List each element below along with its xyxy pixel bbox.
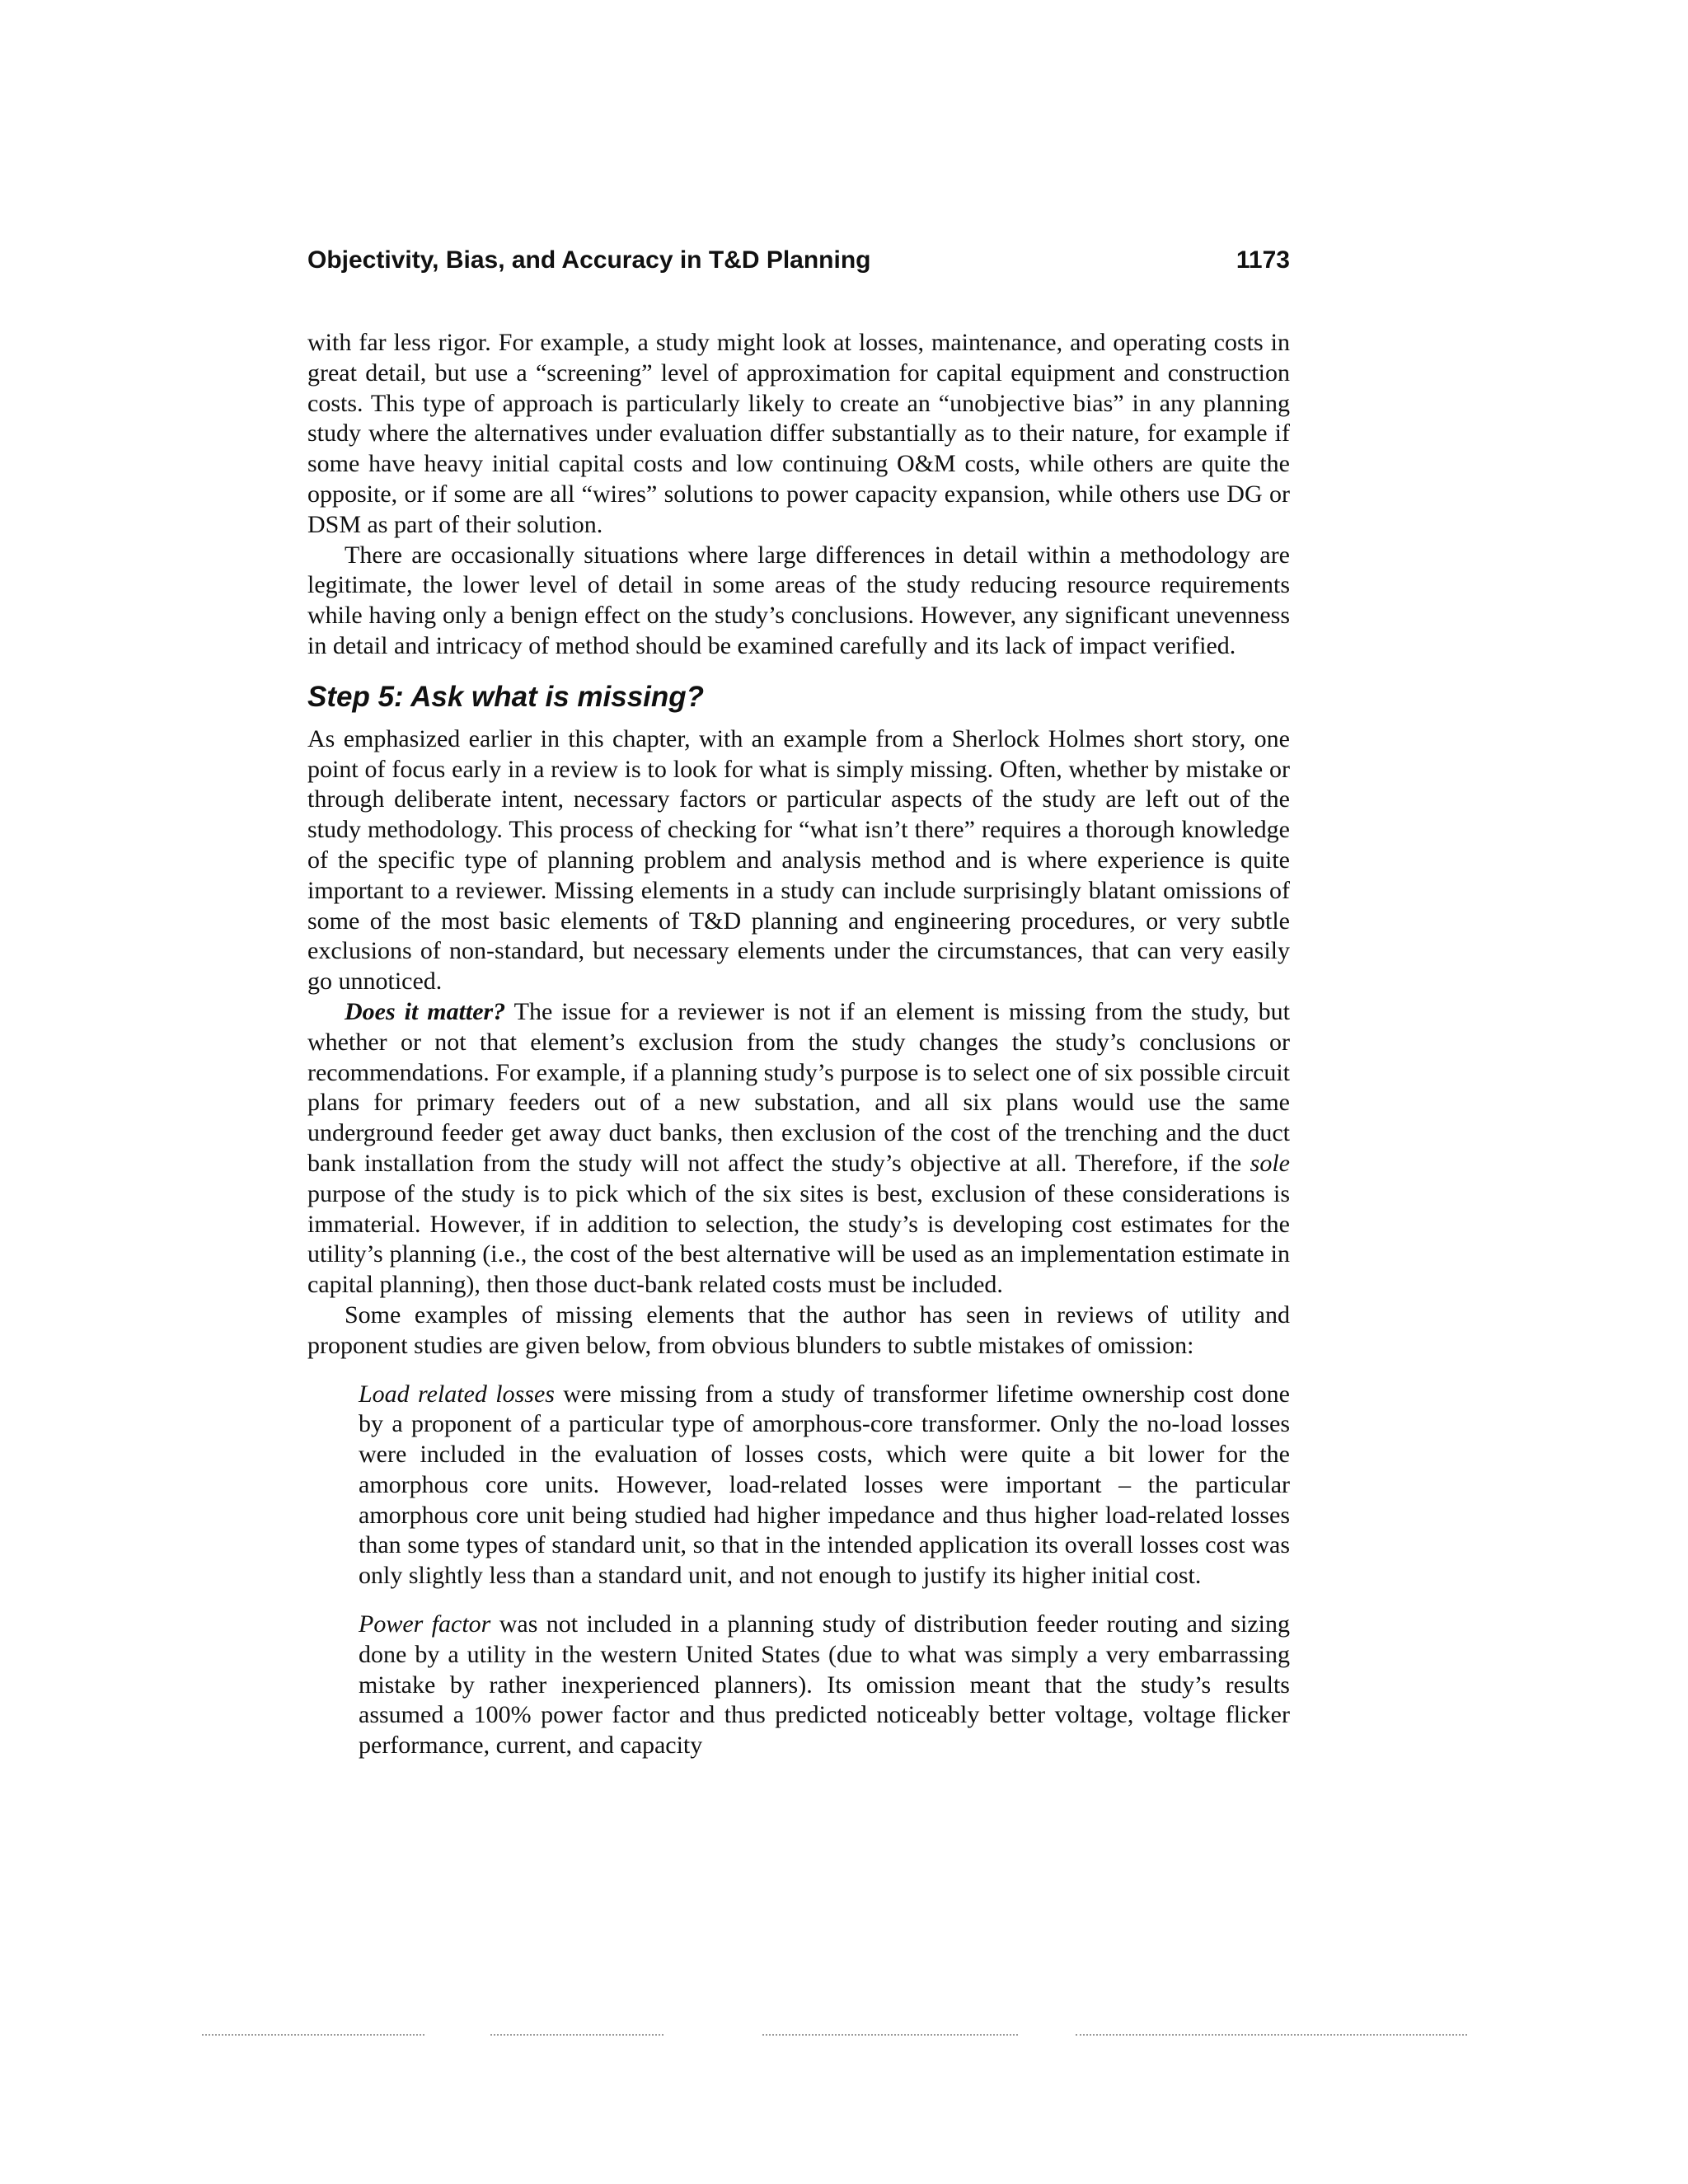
running-head xyxy=(307,246,1290,275)
scan-artifact-line xyxy=(1076,2034,1467,2036)
list-item xyxy=(359,1380,1290,1592)
example-term: Load related losses xyxy=(359,1380,555,1408)
paragraph-step5-intro: As emphasized earlier in this chapter, with an example from a Sherlock Holmes short story, one point of focus early in a review is to look for what is simply missing. Often, whether by mistake or through deliberate intent, necessary factors or particular aspects of the study are left out of the study methodology. This process of checking for “what isn’t there” requires a thorough knowledge of the specific type of planning problem and analysis method and is where experience is quite important to a reviewer. Missing elements in a study can include surprisingly blatant omissions of some of the most basic elements of T&D planning and engineering procedures, or very subtle exclusions of non-standard, but necessary elements under the circumstances, that can very easily go unnoticed. xyxy=(307,724,1290,996)
section-heading-step-5: Step 5: Ask what is missing? xyxy=(307,680,705,713)
paragraph-text-part-2: purpose of the study is to pick which of the six sites is best, exclusion of these considerations is immaterial. However, if in addition to selection, the study’s is developing cost estimates for the utility’s planning (i.e., the cost of the best alternative will be used as an implementation estimate in capital planning), then those duct-bank related costs must be included. xyxy=(307,1179,1290,1299)
example-term: Power factor xyxy=(359,1610,491,1638)
paragraph-examples-intro: Some examples of missing elements that the author has seen in reviews of utility and proponent studies are given below, from obvious blunders to subtle mistakes of omission: xyxy=(307,1301,1290,1359)
scan-artifact-line xyxy=(490,2034,663,2036)
page-number: 1173 xyxy=(1236,246,1290,274)
paragraph-does-it-matter xyxy=(307,997,1290,1301)
paragraph-text-part-1: The issue for a reviewer is not if an element is missing from the study, but whether or not that element’s exclusion from the study changes the study’s conclusions or recommendations. For example, if a planning study’s purpose is to select one of six possible circuit plans for primary feeders out of a new substation, and all six plans would use the same underground feeder get away duct banks, then exclusion of the cost of the trenching and the duct bank installation from the study will not affect the study’s objective at all. Therefore, if the xyxy=(307,997,1290,1177)
examples-list xyxy=(307,1380,1290,1762)
paragraph-detail: There are occasionally situations where large differences in detail within a methodology are legitimate, the lower level of detail in some areas of the study reducing resource requirements while having only a benign effect on the study’s conclusions. However, any significant unevenness in detail and intricacy of method should be examined carefully and its lack of impact verified. xyxy=(307,541,1290,659)
emphasis-sole: sole xyxy=(1250,1149,1290,1177)
body-text xyxy=(307,328,1290,1779)
example-text: were missing from a study of transformer lifetime ownership cost done by a proponent of a particular type of amorphous-core transformer. Only the no-load losses were included in the evaluation of losses costs, which were quite a bit lower for the amorphous core units. However, load-related losses were important – the particular amorphous core unit being studied had higher impedance and thus higher load-related losses than some types of standard unit, so that in the intended application its overall losses cost was only slightly less than a standard unit, and not enough to justify its higher initial cost. xyxy=(359,1380,1290,1590)
scan-artifact-line xyxy=(202,2034,424,2036)
scan-artifact-line xyxy=(762,2034,1018,2036)
example-text: was not included in a planning study of distribution feeder routing and sizing done by a utility in the western United States (due to what was simply a very embarrassing mistake by rather inexperienced planners). Its omission meant that the study’s results assumed a 100% power factor and thus predicted noticeably better voltage, voltage flicker performance, current, and capacity xyxy=(359,1610,1290,1760)
running-head-title: Objectivity, Bias, and Accuracy in T&D Planning xyxy=(307,246,871,274)
paragraph-continued: with far less rigor. For example, a study might look at losses, maintenance, and operating costs in great detail, but use a “screening” level of approximation for capital equipment and construction costs. This type of approach is particularly likely to create an “unobjective bias” in any planning study where the alternatives under evaluation differ substantially as to their nature, for example if some have heavy initial capital costs and low continuing O&M costs, while others are quite the opposite, or if some are all “wires” solutions to power capacity expansion, while others use DG or DSM as part of their solution. xyxy=(307,329,1290,538)
runin-heading: Does it matter? xyxy=(345,997,506,1025)
list-item xyxy=(359,1610,1290,1761)
